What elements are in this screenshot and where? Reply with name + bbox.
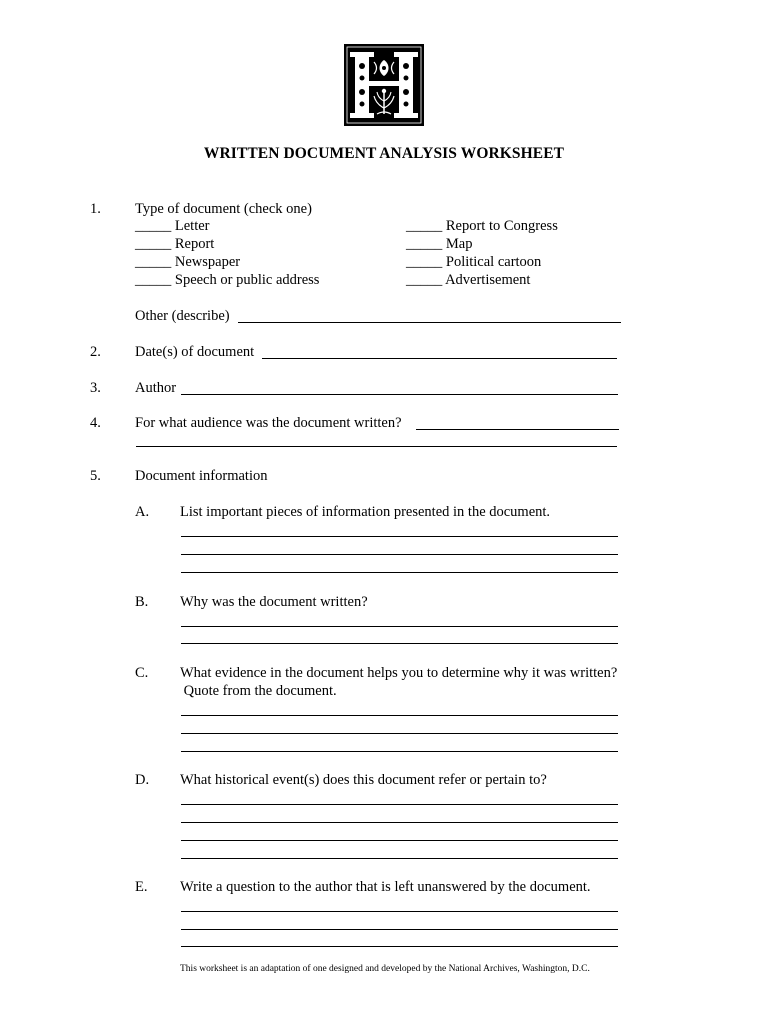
part-b-letter: B. — [135, 594, 149, 610]
q3-number: 3. — [90, 380, 101, 396]
answer-line[interactable] — [181, 946, 618, 947]
page-title: WRITTEN DOCUMENT ANALYSIS WORKSHEET — [203, 145, 565, 162]
part-a-letter: A. — [135, 504, 150, 520]
q4-number: 4. — [90, 415, 101, 431]
option-report-to-congress[interactable]: _____ Report to Congress — [406, 218, 558, 234]
part-e-question: Write a question to the author that is left unanswered by the document. — [180, 879, 591, 895]
answer-line[interactable] — [181, 643, 618, 644]
part-e-letter: E. — [135, 879, 148, 895]
q5-prompt: Document information — [135, 468, 268, 484]
option-advertisement[interactable]: _____ Advertisement — [406, 272, 531, 288]
part-b-question: Why was the document written? — [180, 594, 368, 610]
other-describe-label: Other (describe) — [135, 308, 230, 324]
answer-line[interactable] — [181, 751, 618, 752]
option-letter[interactable]: _____ Letter — [135, 218, 210, 234]
option-newspaper[interactable]: _____ Newspaper — [135, 254, 241, 270]
option-map[interactable]: _____ Map — [406, 236, 473, 252]
audience-blank[interactable] — [416, 429, 619, 430]
q2-prompt: Date(s) of document — [135, 344, 255, 360]
answer-line[interactable] — [181, 733, 618, 734]
answer-line[interactable] — [181, 626, 618, 627]
part-a-question: List important pieces of information presented in the document. — [180, 504, 551, 520]
answer-line[interactable] — [181, 715, 618, 716]
decorative-initial-H-icon — [344, 44, 424, 126]
part-d-question: What historical event(s) does this document refer or pertain to? — [180, 772, 547, 788]
option-speech[interactable]: _____ Speech or public address — [135, 272, 320, 288]
author-blank[interactable] — [181, 394, 618, 395]
q3-prompt: Author — [135, 380, 177, 396]
answer-line[interactable] — [181, 911, 618, 912]
other-describe-blank[interactable] — [238, 322, 621, 323]
answer-line[interactable] — [181, 840, 618, 841]
q1-number: 1. — [90, 201, 101, 217]
answer-line[interactable] — [181, 572, 618, 573]
answer-line[interactable] — [181, 804, 618, 805]
q5-number: 5. — [90, 468, 101, 484]
audience-blank-2[interactable] — [136, 446, 617, 447]
part-c-letter: C. — [135, 665, 149, 681]
answer-line[interactable] — [181, 822, 618, 823]
q4-prompt: For what audience was the document written? — [135, 415, 402, 431]
answer-line[interactable] — [181, 929, 618, 930]
part-c-question: What evidence in the document helps you to determine why it was written? — [180, 665, 618, 681]
part-d-letter: D. — [135, 772, 150, 788]
answer-line[interactable] — [181, 536, 618, 537]
answer-line[interactable] — [181, 554, 618, 555]
date-blank[interactable] — [262, 358, 617, 359]
option-political-cartoon[interactable]: _____ Political cartoon — [406, 254, 542, 270]
answer-line[interactable] — [181, 858, 618, 859]
footer-note: This worksheet is an adaptation of one designed and developed by the National Archives, Washington, D.C. — [180, 964, 590, 974]
option-report[interactable]: _____ Report — [135, 236, 215, 252]
q2-number: 2. — [90, 344, 101, 360]
part-c-question-cont: Quote from the document. — [180, 683, 337, 699]
q1-prompt: Type of document (check one) — [135, 201, 312, 217]
